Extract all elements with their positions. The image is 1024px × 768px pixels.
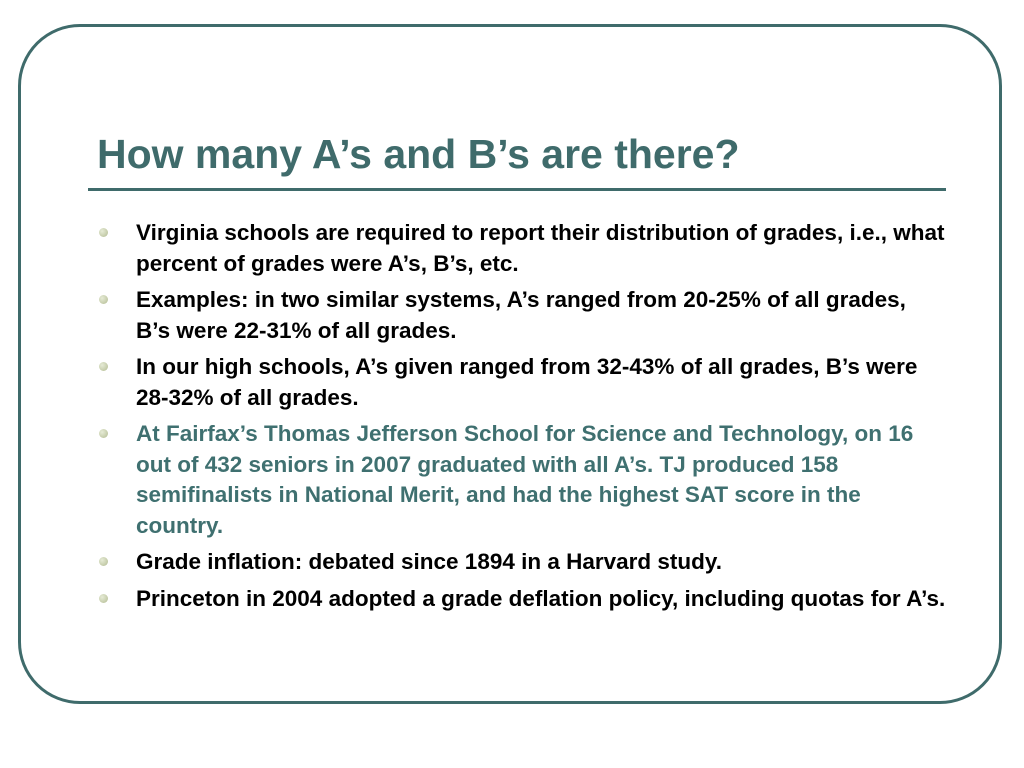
bullet-text: Virginia schools are required to report their distribution of grades, i.e., what percent of grades were A’s, B’s, etc. <box>136 220 945 276</box>
bullet-text: In our high schools, A’s given ranged from 32-43% of all grades, B’s were 28-32% of all grades. <box>136 354 918 410</box>
bullet-text: Grade inflation: debated since 1894 in a Harvard study. <box>136 549 723 574</box>
bullet-dot-icon <box>99 295 108 304</box>
title-divider <box>88 188 946 191</box>
bullet-item <box>96 547 946 578</box>
bullet-text: At Fairfax’s Thomas Jefferson School for Science and Technology, on 16 out of 432 seniors in 2007 graduated with all A’s. TJ produced 158 semifinalists in National Merit, and had the highest SAT score in the country. <box>136 421 914 538</box>
bullet-dot-icon <box>99 557 108 566</box>
bullet-dot-icon <box>99 594 108 603</box>
bullet-text: Examples: in two similar systems, A’s ranged from 20-25% of all grades, B’s were 22-31% of all grades. <box>136 287 906 343</box>
bullet-dot-icon <box>99 362 108 371</box>
bullet-list <box>96 218 946 620</box>
bullet-item <box>96 285 946 346</box>
bullet-item-highlighted <box>96 419 946 541</box>
bullet-dot-icon <box>99 228 108 237</box>
bullet-item <box>96 352 946 413</box>
slide-title: How many A’s and B’s are there? <box>97 131 740 177</box>
bullet-item <box>96 584 946 615</box>
bullet-dot-icon <box>99 429 108 438</box>
bullet-text: Princeton in 2004 adopted a grade deflation policy, including quotas for A’s. <box>136 585 946 611</box>
bullet-item <box>96 218 946 279</box>
